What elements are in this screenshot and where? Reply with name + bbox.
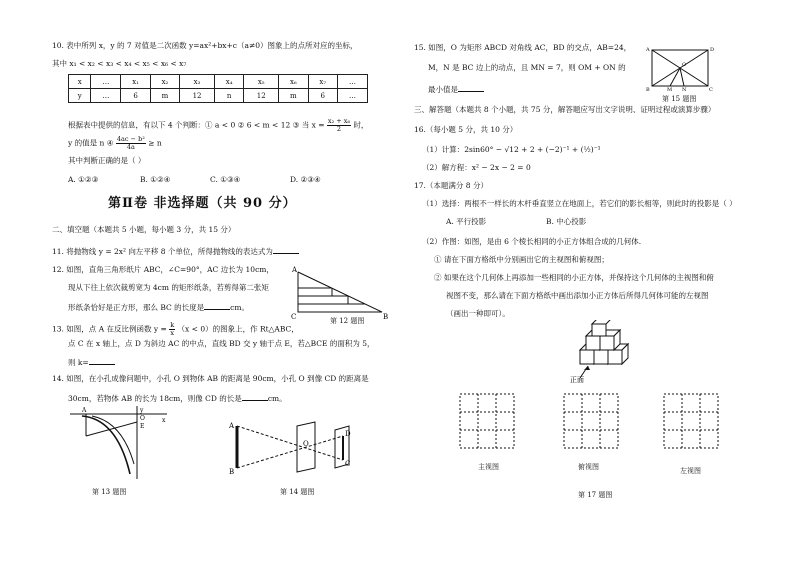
table-row-y <box>69 89 368 103</box>
q14-text: 30cm，若物体 AB 的长为 18cm，则像 CD 的长是 <box>68 394 242 403</box>
fig14-label-a: A <box>229 422 235 430</box>
caption-top-view: 俯视图 <box>578 463 599 471</box>
caption-main-view: 主视图 <box>478 463 499 471</box>
q10-line2: 其中 x₁ < x₂ < x₃ < x₄ < x₅ < x₆ < x₇ <box>52 59 187 68</box>
q15-line3 <box>428 84 484 94</box>
table-cell: m <box>279 89 308 103</box>
table-cell: n <box>214 89 243 103</box>
q13-line3 <box>68 357 115 367</box>
fig15-label-d: D <box>710 47 715 53</box>
table-cell: … <box>91 89 121 103</box>
fig15-label-b: B <box>646 87 650 92</box>
table-cell: x₁ <box>121 75 150 89</box>
q12-unit: cm。 <box>230 303 249 312</box>
q12-line3 <box>68 302 249 312</box>
q10-info-tail2: ≥ n <box>148 138 162 148</box>
answer-blank <box>242 393 268 401</box>
fig15-label-a: A <box>646 47 650 53</box>
figure-13 <box>62 404 172 482</box>
q13-text-a: 13. 如图，点 A 在反比例函数 y = <box>52 324 167 334</box>
q15-text: 最小值是 <box>428 85 458 94</box>
fig12-label-b: B <box>383 313 389 321</box>
table-cell: y <box>69 89 91 103</box>
figure-15 <box>644 44 716 92</box>
q10-option-b: B. ①②④ <box>140 175 171 184</box>
fig15-caption: 第 15 题图 <box>662 95 697 103</box>
q17-part2-a: ① 请在下面方格纸中分别画出它的主视图和俯视图； <box>434 255 609 264</box>
q16-heading: 16.（每小题 5 分，共 10 分） <box>414 125 518 134</box>
q17-option-b: B. 中心投影 <box>546 217 587 226</box>
caption-left-view: 左视图 <box>680 467 701 475</box>
fig15-label-m: M <box>667 87 673 92</box>
fig12-caption: 第 12 题图 <box>330 317 365 325</box>
fig15-label-o: O <box>682 62 687 68</box>
figure-14 <box>225 416 365 480</box>
grid-main-view <box>458 392 518 452</box>
q10-option-a: A. ①②③ <box>68 175 99 184</box>
q17-heading: 17.（本题满分 8 分） <box>414 181 488 190</box>
q13-line2: 点 C 在 x 轴上，点 D 为斜边 AC 的中点，直线 BD 交 y 轴于点 E，若△BCE 的面积为 5， <box>68 339 375 348</box>
q14-unit: cm。 <box>267 394 287 403</box>
q17-option-a: A. 平行投影 <box>446 217 487 226</box>
q17-part2-b3: （画出一种即可）。 <box>446 309 510 318</box>
frac-num: 4ac − b² <box>116 135 145 143</box>
q12-text: 形纸条恰好是正方形，那么 BC 的长度是 <box>68 303 205 312</box>
q10-info-text: 根据表中提供的信息，有以下 4 个判断：① a < 0 ② 6 < m < 12 ③ 当 <box>68 120 310 130</box>
table-cell: 12 <box>180 89 215 103</box>
table-cell: … <box>337 75 367 89</box>
q10-fraction <box>327 118 351 133</box>
table-cell: m <box>150 89 179 103</box>
q12-line2: 现从下往上依次裁剪宽为 4cm 的矩形纸条，若剪得第二张矩 <box>68 283 269 292</box>
q17-part2: （2）作图：如图，是由 6 个棱长相同的小正方体组合成的几何体. <box>422 237 642 246</box>
fig14-label-c: C <box>345 460 351 468</box>
q10-info-x: x = <box>311 120 325 130</box>
table-cell: … <box>91 75 121 89</box>
fig15-label-c: C <box>709 87 713 92</box>
q10-option-c: C. ①③④ <box>210 175 241 184</box>
q10-info <box>68 118 368 133</box>
value-table <box>68 74 368 103</box>
answer-blank <box>204 302 230 310</box>
q10-option-d: D. ②③④ <box>290 175 321 184</box>
q16-part1: （1）计算：2sin60° − √12 + 2 + (−2)⁻¹ + (½)⁻¹ <box>422 145 601 154</box>
answer-blank <box>89 357 115 365</box>
frac-num: x₂ + x₆ <box>327 117 351 125</box>
frac-num: k <box>170 321 175 329</box>
q14-line2 <box>68 393 287 403</box>
frac-den: x <box>170 329 174 338</box>
solve-heading: 三、解答题（本题共 8 个小题，共 75 分，解答题应写出文字说明、证明过程或演算步骤） <box>414 105 716 114</box>
fig13-caption: 第 13 题图 <box>92 488 127 496</box>
q17-part2-b1: ② 如果在这个几何体上再添加一些相同的小正方体，并保持这个几何体的主视图和俯 <box>434 273 714 282</box>
q11-text: 11. 将抛物线 y = 2x² 向左平移 8 个单位，所得抛物线的表达式为 <box>52 247 273 256</box>
grid-top-view <box>562 392 622 452</box>
table-cell: 6 <box>308 89 337 103</box>
q13-text-b: （x < 0）的图象上，作 Rt△ABC， <box>177 324 299 334</box>
table-cell: x₆ <box>279 75 308 89</box>
fig15-label-n: N <box>682 87 687 92</box>
q13-text: 则 k= <box>68 358 89 367</box>
q10-info-text2: y 的值是 n ④ <box>68 138 114 148</box>
table-cell: … <box>337 89 367 103</box>
answer-blank <box>273 246 299 254</box>
q14-line1: 14. 如图，在小孔成像问题中，小孔 O 到物体 AB 的距离是 90cm，小孔 O 到像 CD 的距离是 <box>52 374 369 383</box>
table-cell: x₇ <box>308 75 337 89</box>
q13-line1 <box>52 322 299 337</box>
table-cell: x <box>69 75 91 89</box>
grid-left-view <box>662 392 722 452</box>
q10-info2 <box>68 136 162 151</box>
answer-blank <box>458 84 484 92</box>
q13-fraction <box>169 322 175 337</box>
fig14-label-o: O <box>303 440 309 448</box>
q15-line1: 15. 如图，O 为矩形 ABCD 对角线 AC，BD 的交点，AB=24， <box>414 43 632 52</box>
q10-fraction2 <box>116 136 146 151</box>
table-cell: x₂ <box>150 75 179 89</box>
q10-info-tail: 时， <box>353 120 369 130</box>
fig14-caption: 第 14 题图 <box>280 488 315 496</box>
table-row-x <box>69 75 368 89</box>
fig12-label-c: C <box>291 313 297 321</box>
fig17-caption: 第 17 题图 <box>578 491 613 499</box>
q11 <box>52 246 299 256</box>
section2-title: 第Ⅱ卷 非选择题（共 90 分） <box>108 196 297 211</box>
table-cell: 6 <box>121 89 150 103</box>
table-cell: 12 <box>244 89 279 103</box>
table-cell: x₄ <box>214 75 243 89</box>
fill-heading: 二、填空题（本题共 5 小题，每小题 3 分，共 15 分） <box>52 225 236 234</box>
table-cell: x₅ <box>244 75 279 89</box>
q16-part2: （2）解方程：x² − 2x − 2 = 0 <box>422 163 531 172</box>
fig13-label-e: E <box>140 423 145 430</box>
figure-12 <box>290 264 390 322</box>
fig12-label-a: A <box>292 266 298 274</box>
right-column <box>400 0 794 561</box>
q17-part1: （1）选择：两根不一样长的木杆垂直竖立在地面上，若它们的影长相等，则此时的投影是（ ） <box>422 199 737 208</box>
q10-line1: 10. 表中所列 x，y 的 7 对值是二次函数 y=ax²+bx+c（a≠0）图象上的点所对应的坐标， <box>52 41 358 50</box>
fig14-label-b: B <box>229 468 235 476</box>
q15-line2: M，N 是 BC 边上的动点，且 MN = 7，则 OM + ON 的 <box>428 63 626 72</box>
front-label: 正面 <box>570 376 584 384</box>
fig13-label-o: O <box>140 415 145 422</box>
frac-den: 2 <box>336 125 342 134</box>
table-cell: x₃ <box>180 75 215 89</box>
q17-part2-b2: 视图不变，那么请在下面方格纸中画出添加小正方体后所得几何体可能的左视图 <box>446 291 709 300</box>
frac-den: 4a <box>126 143 135 152</box>
fig13-label-y: y <box>140 407 144 414</box>
cube-figure <box>560 320 660 384</box>
q10-judge: 其中判断正确的是（ ） <box>68 156 146 165</box>
fig14-label-d: D <box>345 430 351 438</box>
fig13-label-a: A <box>82 407 87 414</box>
fig13-label-x: x <box>162 417 166 424</box>
q12-line1: 12. 如图，直角三角形纸片 ABC，∠C=90°，AC 边长为 10cm， <box>52 265 274 274</box>
